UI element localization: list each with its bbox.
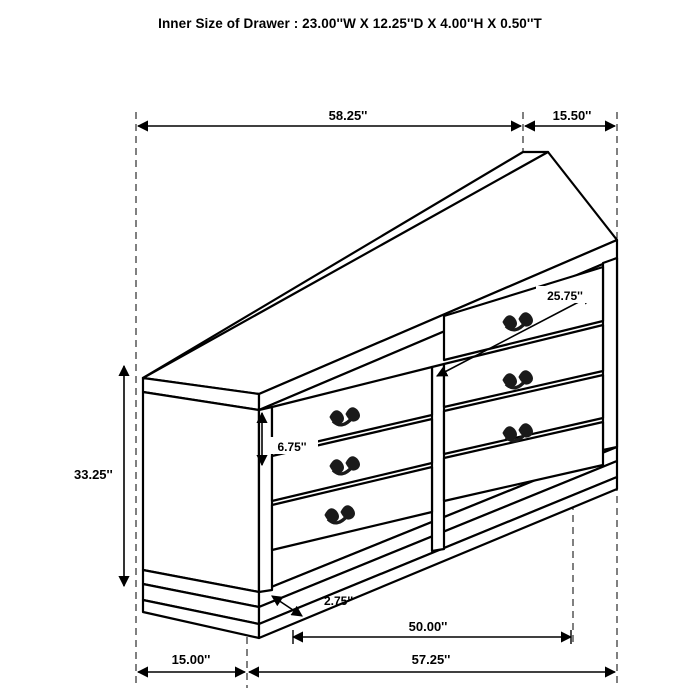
dresser-left-side-panel — [143, 392, 259, 592]
label-front-width: 50.00'' — [408, 619, 448, 634]
page-title: Inner Size of Drawer : 23.00''W X 12.25''D X 4.00''H X 0.50''T — [158, 16, 542, 31]
label-height: 33.25'' — [74, 467, 113, 482]
label-bottom-width: 57.25'' — [411, 652, 451, 667]
right-front-post — [603, 258, 617, 450]
left-front-post — [259, 407, 272, 592]
label-base-height: 2.75'' — [324, 594, 354, 608]
label-top-right-width: 15.50'' — [552, 108, 592, 123]
label-drawer-height: 6.75'' — [277, 440, 307, 454]
center-divider-rail — [432, 364, 444, 551]
label-top-width: 58.25'' — [328, 108, 368, 123]
label-bottom-left-depth: 15.00'' — [171, 652, 211, 667]
dresser-illustration — [143, 152, 617, 638]
label-diagonal-depth: 25.75'' — [547, 289, 583, 303]
